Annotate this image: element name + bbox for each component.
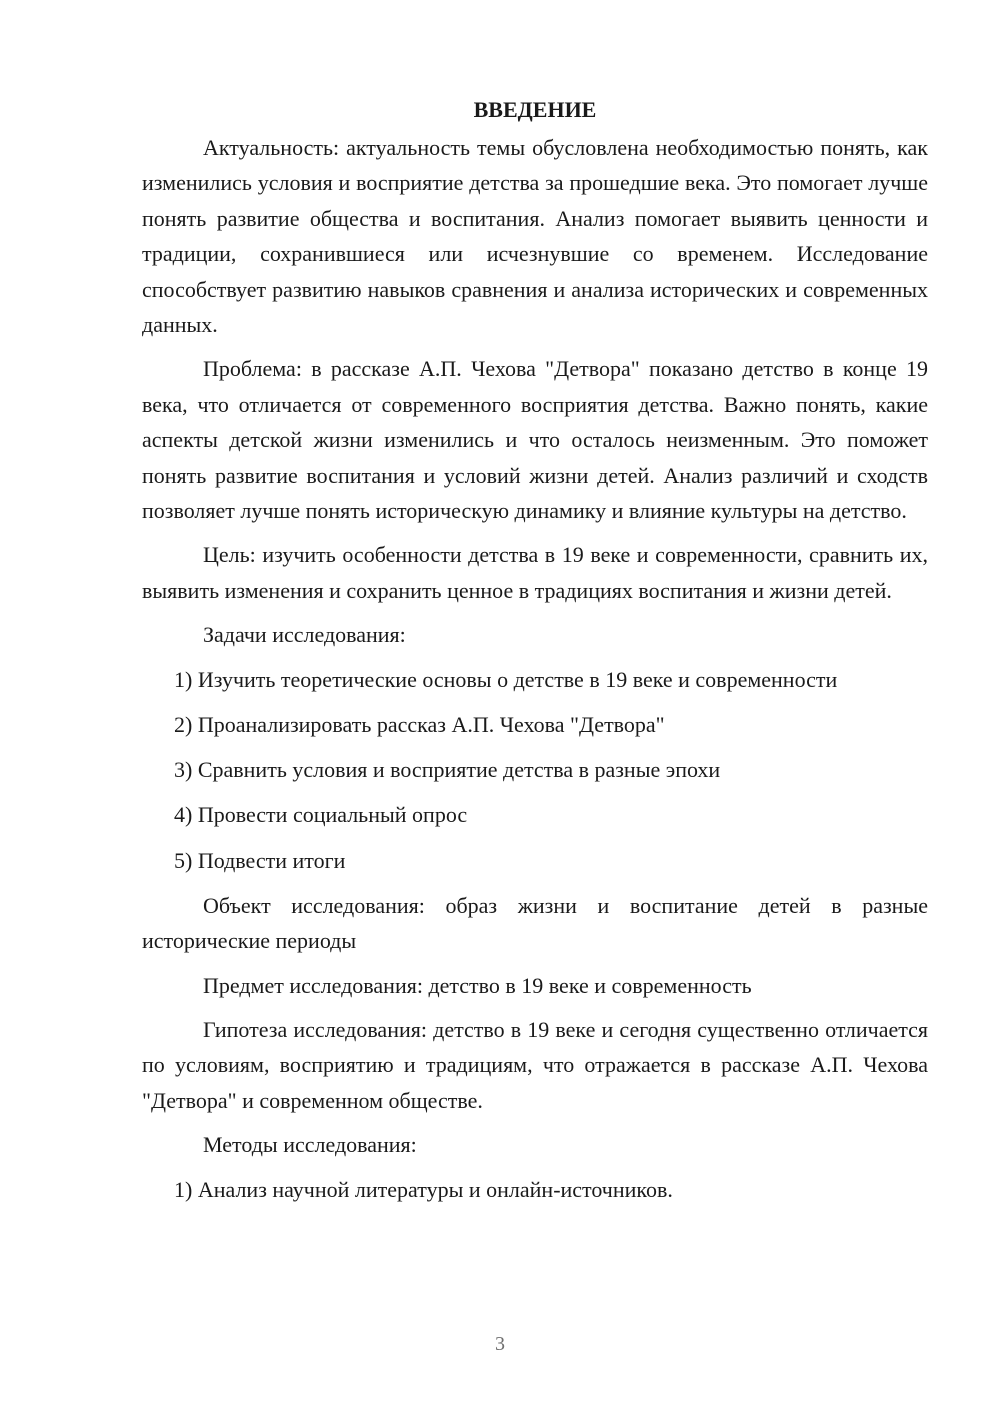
document-page — [142, 92, 928, 1217]
methods-heading: Методы исследования: — [203, 1132, 417, 1158]
tasks-heading: Задачи исследования: — [203, 622, 406, 648]
task-item: 1) Изучить теоретические основы о детстве в 19 веке и современности — [174, 666, 838, 692]
task-item: 5) Подвести итоги — [174, 847, 346, 873]
relevance-paragraph: Актуальность: актуальность темы обусловлена необходимостью понять, как изменились условия и восприятие детства за прошедшие века. Это помогает лучше понять развитие общества и воспитания. Анализ помогает выявить ценности и традиции, сохранившиеся или исчезнувшие со временем. Исследование способствует развитию навыков сравнения и анализа исторических и современных данных. — [142, 135, 928, 338]
hypothesis-paragraph: Гипотеза исследования: детство в 19 веке и сегодня существенно отличается по условиям, восприятию и традициям, что отражается в рассказе А.П. Чехова "Детвора" и современном обществе. — [142, 1016, 928, 1113]
task-item: 2) Проанализировать рассказ А.П. Чехова "Детвора" — [174, 711, 665, 737]
task-item: 3) Сравнить условия и восприятие детства в разные эпохи — [174, 757, 721, 783]
subject-paragraph: Предмет исследования: детство в 19 веке и современность — [203, 972, 752, 998]
page-number: 3 — [495, 1333, 505, 1355]
section-title: ВВЕДЕНИЕ — [473, 97, 597, 122]
object-paragraph: Объект исследования: образ жизни и воспитание детей в разные исторические периоды — [142, 892, 928, 954]
task-item: 4) Провести социальный опрос — [174, 802, 468, 828]
methods-list — [142, 1172, 928, 1207]
method-item: 1) Анализ научной литературы и онлайн-источников. — [174, 1176, 673, 1202]
goal-paragraph: Цель: изучить особенности детства в 19 веке и современности, сравнить их, выявить изменения и сохранить ценное в традициях воспитания и жизни детей. — [142, 542, 928, 603]
problem-paragraph: Проблема: в рассказе А.П. Чехова "Детвора" показано детство в конце 19 века, что отличается от современного восприятия детства. Важно понять, какие аспекты детской жизни изменились и что осталось неизменным. Это поможет понять развитие воспитания и условий жизни детей. Анализ различий и сходств позволяет лучше понять историческую динамику и влияние культуры на детство. — [142, 356, 928, 524]
tasks-list — [142, 662, 928, 878]
